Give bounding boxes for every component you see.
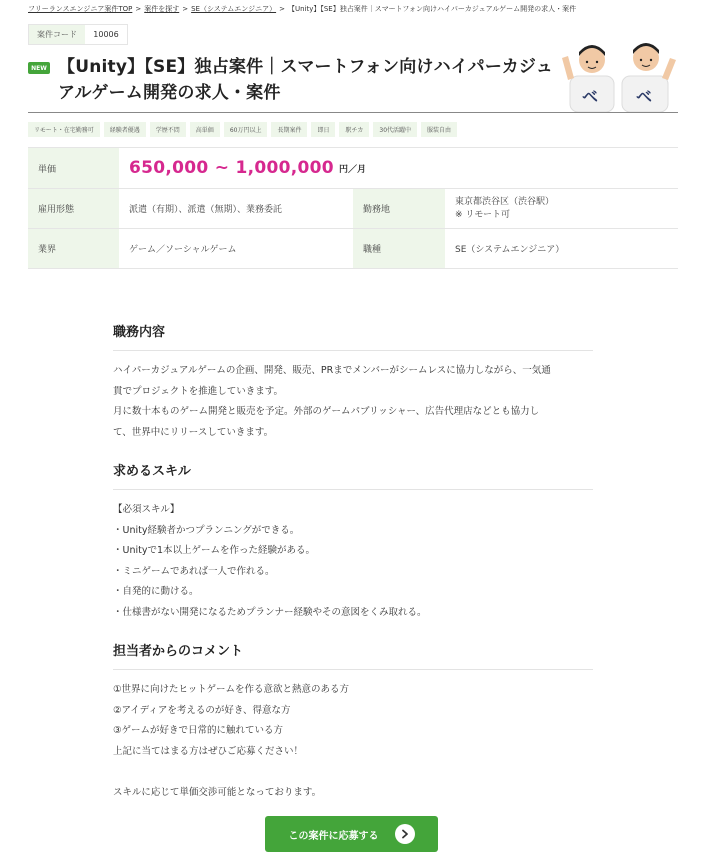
tag-near-station: 駅チカ [339,122,369,137]
comment-line: ②アイディアを考えるのが好き、得意な方 [113,704,291,716]
comment-body [113,680,593,803]
tag-casual-dress: 服装自由 [421,122,457,137]
duties-line: て、世界中にリリースしていきます。 [113,426,274,438]
comment-section [113,640,593,803]
comment-line: ①世界に向けたヒットゲームを作る意欲と熱意のある方 [113,684,350,695]
duties-line: 月に数十本ものゲーム開発と販売を予定。外部のゲームパブリッシャー、広告代理店などとも協力し [113,406,540,417]
price-row [28,148,678,189]
tag-long-term: 長期案件 [271,122,307,137]
breadcrumb-link-search[interactable]: 案件を探す [144,5,180,13]
skills-line: ・ミニゲームであれば一人で作れる。 [113,565,275,577]
breadcrumb-link-top[interactable]: フリーランスエンジニア案件TOP [28,5,133,13]
comment-line: ③ゲームが好きで日常的に触れている方 [113,725,284,736]
tag-high-pay: 高単価 [190,122,220,137]
industry-value: ゲーム／ソーシャルゲーム [129,245,237,255]
duties-line: 貫でプロジェクトを推進していきます。 [113,385,284,397]
apply-button-label: この案件に応募する [288,830,379,842]
skills-section [113,460,593,623]
employment-value: 派遣（有期）、派遣（無期）、業務委託 [129,205,283,215]
job-code-label: 案件コード [29,25,85,44]
comment-title: 担当者からのコメント [113,640,593,670]
breadcrumb-separator: > [135,5,142,13]
feature-tags [28,122,457,137]
two-mascots-image [560,36,680,112]
employment-label: 雇用形態 [28,189,119,228]
duties-title: 職務内容 [113,321,593,351]
breadcrumb-current: 【Unity】【SE】独占案件｜スマートフォン向けハイパーカジュアルゲーム開発の求人・案件 [287,5,577,13]
svg-text:ベ: ベ [582,87,599,106]
svg-text:ベ: ベ [636,87,653,106]
skills-line: ・仕様書がない開発になるためプランナー経験やその意図をくみ取れる。 [113,606,427,618]
employment-row [28,189,678,229]
occupation-label: 職種 [353,229,445,268]
duties-body [113,361,593,443]
job-code-value: 10006 [85,25,127,44]
occupation-value: SE（システムエンジニア） [455,245,565,255]
location-value: 東京都渋谷区（渋谷駅） [455,196,555,207]
tag-600k-plus: 60万円以上 [224,122,268,137]
industry-row [28,229,678,269]
skills-line: 【必須スキル】 [113,504,180,515]
breadcrumb-link-se[interactable]: SE（システムエンジニア） [191,5,277,13]
tag-remote: リモート・在宅勤務可 [28,122,100,137]
breadcrumb-separator: > [279,5,285,13]
duties-section [113,321,593,443]
industry-label: 業界 [28,229,119,268]
location-note: ※ リモート可 [455,209,511,220]
title-divider [28,112,678,113]
duties-line: ハイパーカジュアルゲームの企画、開発、販売、PRまでメンバーがシームレスに協力しながら、一気通 [113,365,551,376]
comment-line: 上記に当てはまる方はぜひご応募ください！ [113,745,304,757]
skills-line: ・自発的に動ける。 [113,586,199,597]
new-badge: NEW [28,62,50,74]
comment-line [113,762,593,783]
location-label: 勤務地 [353,189,445,228]
price-label: 単価 [28,148,119,188]
job-code-box [28,24,128,45]
skills-line: ・Unity経験者かつプランニングができる。 [113,524,300,536]
price-cell [119,148,678,188]
skills-body [113,500,593,623]
tag-immediate: 即日 [311,122,335,137]
apply-button[interactable] [265,816,438,852]
price-value: 650,000 ~ 1,000,000 [129,158,334,178]
price-unit: 円／月 [338,164,366,175]
page-title: 【Unity】【SE】独占案件｜スマートフォン向けハイパーカジュアルゲーム開発の求人・案件 [58,57,553,103]
chevron-right-icon [395,824,415,844]
location-cell [445,189,678,228]
skills-line: ・Unityで1本以上ゲームを作った経験がある。 [113,545,316,556]
breadcrumb-separator: > [182,5,189,13]
job-info-table [28,147,678,269]
tag-30s-active: 30代活躍中 [373,122,417,137]
skills-title: 求めるスキル [113,460,593,490]
tag-experienced: 経験者優遇 [104,122,146,137]
tag-no-education: 学歴不問 [150,122,186,137]
breadcrumb [28,4,576,14]
comment-line: スキルに応じて単価交渉可能となっております。 [113,786,322,798]
